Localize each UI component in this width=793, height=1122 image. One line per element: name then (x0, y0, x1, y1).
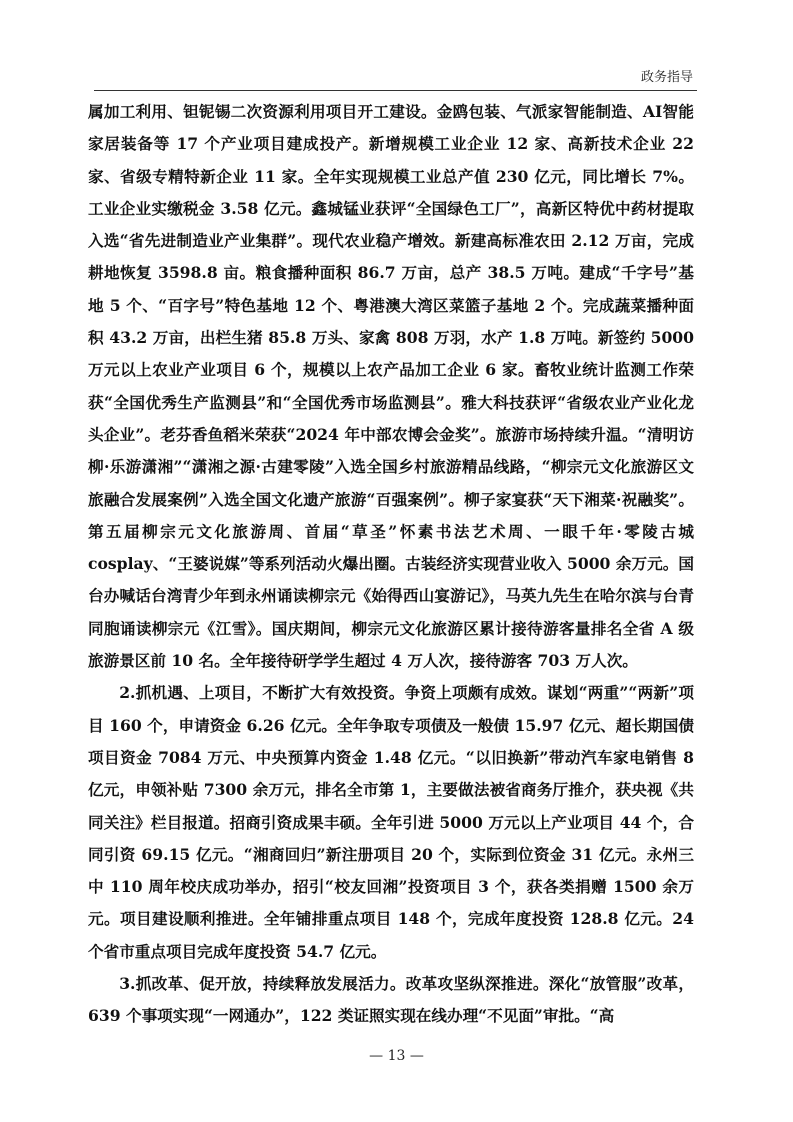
page-header-label: 政务指导 (640, 70, 693, 85)
body-paragraph-3: 3.抓改革、促开放，持续释放发展活力。改革攻坚纵深推进。深化“放管服”改革，639 个事项实现“一网通办”，122 类证照实现在线办理“不见面”审批。“高 (88, 974, 694, 1026)
document-body (88, 96, 694, 1033)
body-paragraph-1: 属加工利用、钽铌锡二次资源利用项目开工建设。金鸥包装、气派家智能制造、AI智能家居装备等 17 个产业项目建成投产。新增规模工业企业 12 家、高新技术企业 22 家、省级专精特新企业 11 家。全年实现规模工业总产值 230 亿元，同比增长 7%。工业企业实缴税金 3.58 亿元。鑫城锰业获评“全国绿色工厂”，高新区特优中药材提取入选“省先进制造业产业集群”。现代农业稳产增效。新建高标准农田 2.12 万亩，完成耕地恢复 3598.8 亩。粮食播种面积 86.7 万亩，总产 38.5 万吨。建成“千字号”基地 5 个、“百字号”特色基地 12 个、粤港澳大湾区菜篮子基地 2 个。完成蔬菜播种面积 43.2 万亩，出栏生猪 85.8 万头、家禽 808 万羽，水产 1.8 万吨。新签约 5000 万元以上农业产业项目 6 个，规模以上农产品加工企业 6 家。畜牧业统计监测工作荣获“全国优秀生产监测县”和“全国优秀市场监测县”。雅大科技获评“省级农业产业化龙头企业”。老芬香鱼稻米荣获“2024 年中部农博会金奖”。旅游市场持续升温。“清明访柳·乐游潇湘”“潇湘之源·古建零陵”入选全国乡村旅游精品线路，“柳宗元文化旅游区文旅融合发展案例”入选全国文化遗产旅游“百强案例”。柳子家宴获“天下湘菜·祝融奖”。第五届柳宗元文化旅游周、首届“草圣”怀素书法艺术周、一眼千年·零陵古城 cosplay、“王婆说媒”等系列活动火爆出圈。古装经济实现营业收入 5000 余万元。国台办喊话台湾青少年到永州诵读柳宗元《始得西山宴游记》，马英九先生在哈尔滨与台青同胞诵读柳宗元《江雪》。国庆期间，柳宗元文化旅游区累计接待游客量排名全省 A 级旅游景区前 10 名。全年接待研学学生超过 4 万人次，接待游客 703 万人次。 (88, 102, 694, 671)
body-paragraph-2: 2.抓机遇、上项目，不断扩大有效投资。争资上项颇有成效。谋划“两重”“两新”项目 160 个，申请资金 6.26 亿元。全年争取专项债及一般债 15.97 亿元、超长期国债项目资金 7084 万元、中央预算内资金 1.48 亿元。“以旧换新”带动汽车家电销售 8 亿元，申领补贴 7300 余万元，排名全市第 1，主要做法被省商务厅推介，获央视《共同关注》栏目报道。招商引资成果丰硕。全年引进 5000 万元以上产业项目 44 个，合同引资 69.15 亿元。“湘商回归”新注册项目 20 个，实际到位资金 31 亿元。永州三中 110 周年校庆成功举办，招引“校友回湘”投资项目 3 个，获各类捐赠 1500 余万元。项目建设顺利推进。全年铺排重点项目 148 个，完成年度投资 128.8 亿元。24 个省市重点项目完成年度投资 54.7 亿元。 (88, 683, 694, 961)
page-number: — 13 — (369, 1048, 424, 1064)
header-divider (94, 90, 697, 91)
